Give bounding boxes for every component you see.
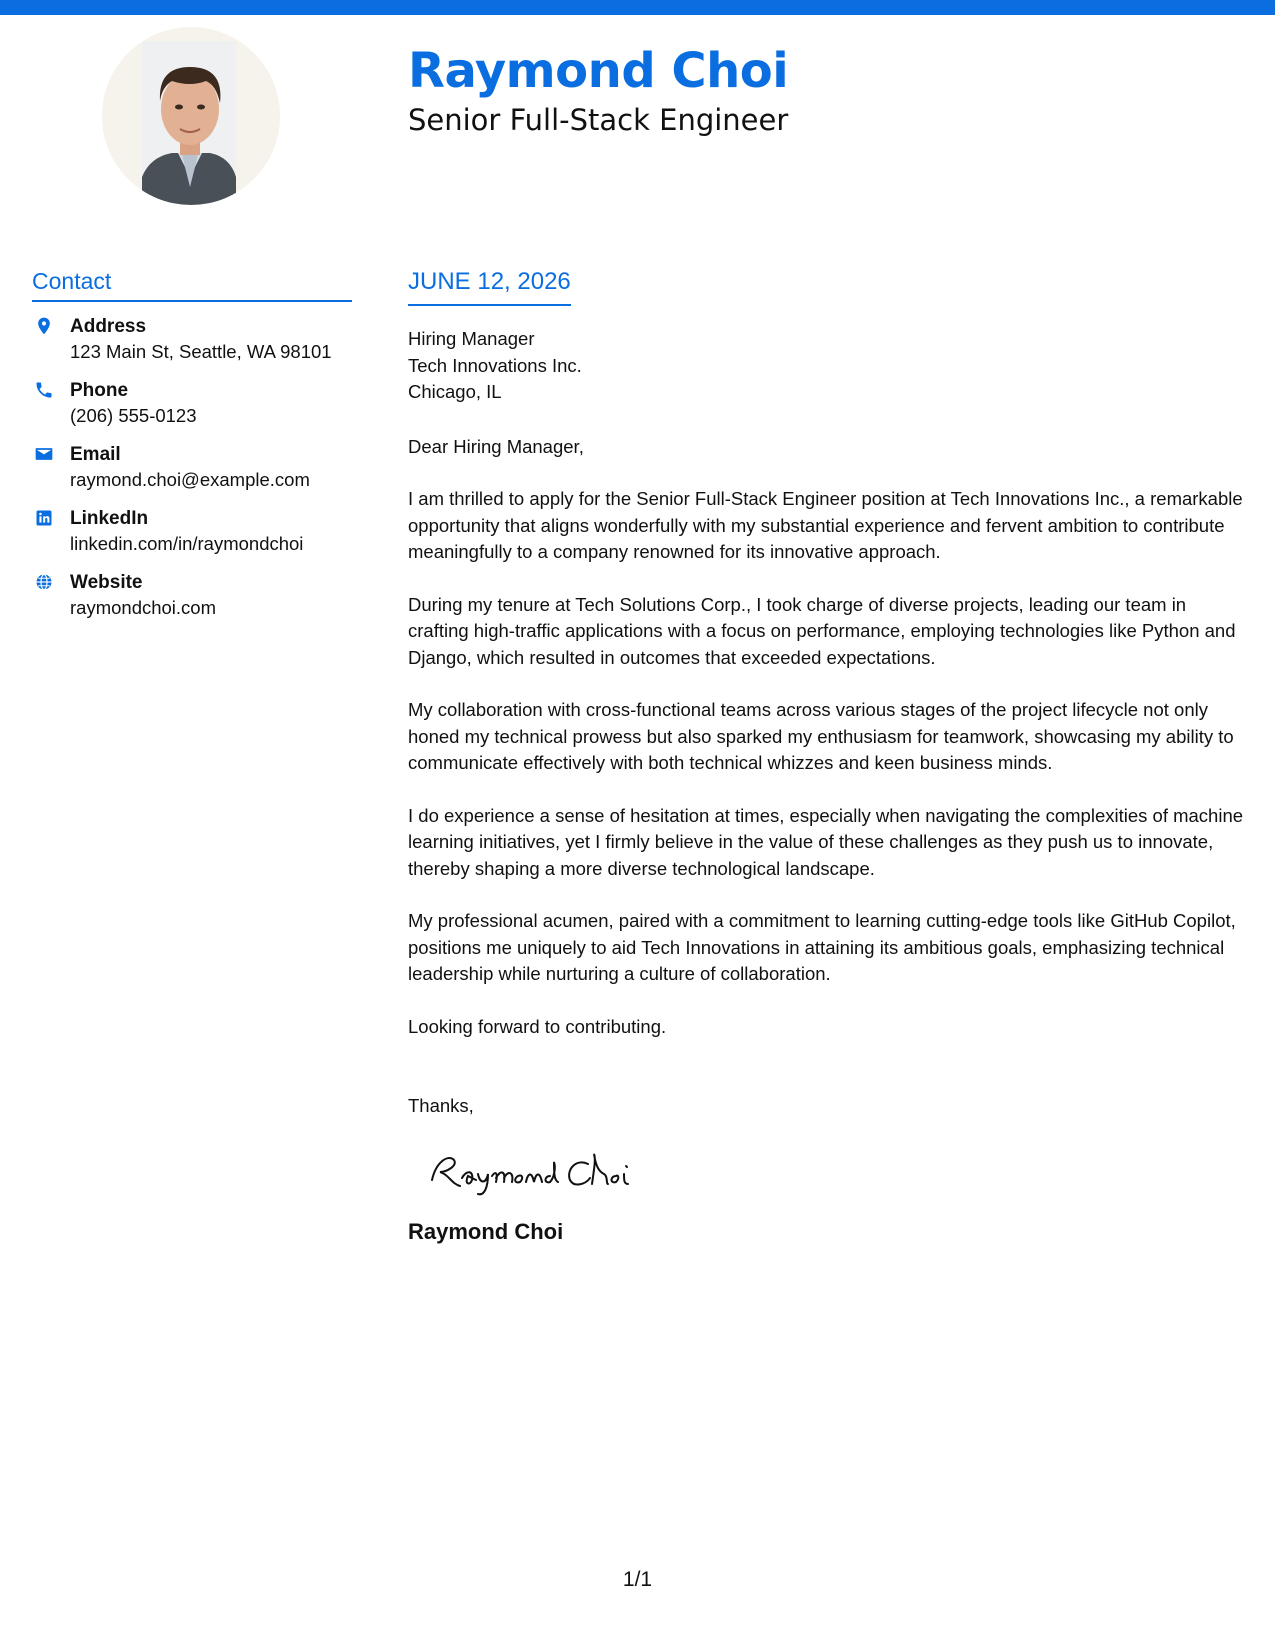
contact-label-website: Website xyxy=(70,572,143,593)
recipient-line: Tech Innovations Inc. xyxy=(408,354,582,376)
top-accent-bar xyxy=(0,0,1275,15)
greeting: Dear Hiring Manager, xyxy=(408,435,584,457)
contact-value-phone: (206) 555-0123 xyxy=(70,405,197,426)
paragraph: I am thrilled to apply for the Senior Full-Stack Engineer position at Tech Innovations Inc., a remarkable opportunity that aligns wonderfully with my substantial experience and fervent ambition to contribute meaningfully to a company renowned for its innovative approach. xyxy=(408,488,1243,562)
contact-value-linkedin[interactable]: linkedin.com/in/raymondchoi xyxy=(70,533,304,554)
job-title: Senior Full-Stack Engineer xyxy=(408,103,789,137)
paragraph: My professional acumen, paired with a commitment to learning cutting-edge tools like GitHub Copilot, positions me uniquely to aid Tech Innovations in attaining its ambitious goals, emphasizing technical leadership while nurturing a culture of collaboration. xyxy=(408,910,1236,984)
contact-value-email[interactable]: raymond.choi@example.com xyxy=(70,469,310,490)
signature-image xyxy=(426,1140,666,1200)
phone-icon xyxy=(34,380,54,400)
contact-section-title: Contact xyxy=(32,266,352,302)
recipient-block xyxy=(408,326,1248,406)
contact-value-address: 123 Main St, Seattle, WA 98101 xyxy=(70,341,332,362)
contact-label-address: Address xyxy=(70,316,147,337)
paragraph: My collaboration with cross-functional teams across various stages of the project lifecycle not only honed my technical prowess but also sparked my enthusiasm for teamwork, showcasing my ability to communicate effectively with both technical whizzes and keen business minds. xyxy=(408,699,1234,773)
portrait-image xyxy=(102,27,280,205)
contact-label-email: Email xyxy=(70,444,121,465)
contact-sidebar xyxy=(32,266,352,620)
letter-body xyxy=(408,266,1248,1246)
applicant-name: Raymond Choi xyxy=(408,43,789,99)
page-number: 1/1 xyxy=(622,1568,653,1591)
paragraph: I do experience a sense of hesitation at times, especially when navigating the complexities of machine learning initiatives, yet I firmly believe in the value of these challenges as they push us to innovate, thereby shaping a more diverse technological landscape. xyxy=(408,804,1244,879)
paragraph: During my tenure at Tech Solutions Corp., I took charge of diverse projects, leading our team in crafting high-traffic applications with a focus on performance, employing technologies like Python and Django, which resulted in outcomes that exceeded expectations. xyxy=(408,593,1236,668)
globe-icon xyxy=(34,572,54,592)
signoff: Thanks, xyxy=(408,1095,474,1116)
recipient-line: Hiring Manager xyxy=(408,328,535,349)
contact-phone xyxy=(32,378,352,428)
signer-name: Raymond Choi xyxy=(408,1218,564,1244)
closing-line: Looking forward to contributing. xyxy=(408,1015,667,1037)
envelope-icon xyxy=(34,444,54,464)
linkedin-icon xyxy=(34,508,54,528)
contact-linkedin xyxy=(32,506,352,556)
contact-label-phone: Phone xyxy=(70,380,129,401)
handwritten-signature xyxy=(426,1140,1248,1200)
contact-email xyxy=(32,442,352,492)
recipient-line: Chicago, IL xyxy=(408,381,502,402)
contact-address xyxy=(32,314,352,364)
contact-label-linkedin: LinkedIn xyxy=(70,508,149,529)
contact-value-website[interactable]: raymondchoi.com xyxy=(70,597,217,618)
letter-date: JUNE 12, 2026 xyxy=(408,266,571,306)
profile-photo xyxy=(102,27,280,205)
contact-website xyxy=(32,570,352,620)
map-pin-icon xyxy=(34,316,54,336)
